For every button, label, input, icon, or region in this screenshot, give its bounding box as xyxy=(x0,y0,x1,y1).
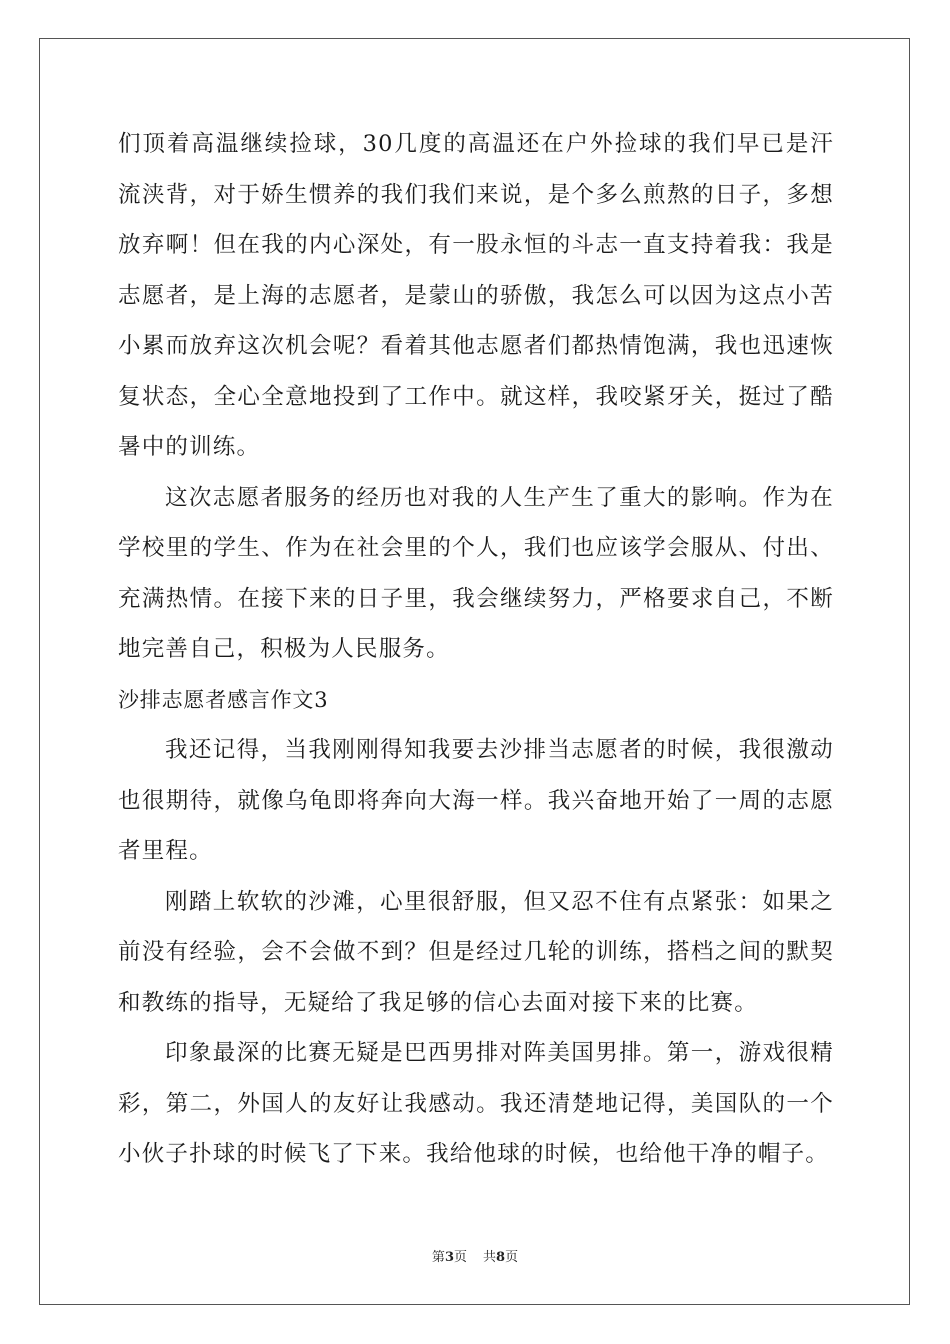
page-number: 第3页 xyxy=(431,1250,467,1265)
section-heading: 沙排志愿者感言作文3 xyxy=(118,687,329,712)
page-footer xyxy=(0,1246,950,1265)
paragraph: 我还记得，当我刚刚得知我要去沙排当志愿者的时候，我很激动也很期待，就像乌龟即将奔向大海一样。我兴奋地开始了一周的志愿者里程。 xyxy=(118,737,834,864)
paragraph: 刚踏上软软的沙滩，心里很舒服，但又忍不住有点紧张：如果之前没有经验，会不会做不到？但是经过几轮的训练，搭档之间的默契和教练的指导，无疑给了我足够的信心去面对接下来的比赛。 xyxy=(118,888,834,1016)
page-total: 共8页 xyxy=(483,1250,519,1265)
paragraph: 这次志愿者服务的经历也对我的人生产生了重大的影响。作为在学校里的学生、作为在社会里的个人，我们也应该学会服从、付出、充满热情。在接下来的日子里，我会继续努力，严格要求自己，不断地完善自己，积极为人民服务。 xyxy=(118,484,834,662)
document-body xyxy=(118,119,834,1180)
paragraph: 们顶着高温继续捡球，30几度的高温还在户外捡球的我们早已是汗流浃背，对于娇生惯养的我们我们来说，是个多么煎熬的日子，多想放弃啊！但在我的内心深处，有一股永恒的斗志一直支持着我：我是志愿者，是上海的志愿者，是蒙山的骄傲，我怎么可以因为这点小苦小累而放弃这次机会呢？看着其他志愿者们都热情饱满，我也迅速恢复状态，全心全意地投到了工作中。就这样，我咬紧牙关，挺过了酷暑中的训练。 xyxy=(118,131,834,460)
paragraph: 印象最深的比赛无疑是巴西男排对阵美国男排。第一，游戏很精彩，第二，外国人的友好让我感动。我还清楚地记得，美国队的一个小伙子扑球的时候飞了下来。我给他球的时候，也给他干净的帽子。 xyxy=(118,1040,834,1167)
